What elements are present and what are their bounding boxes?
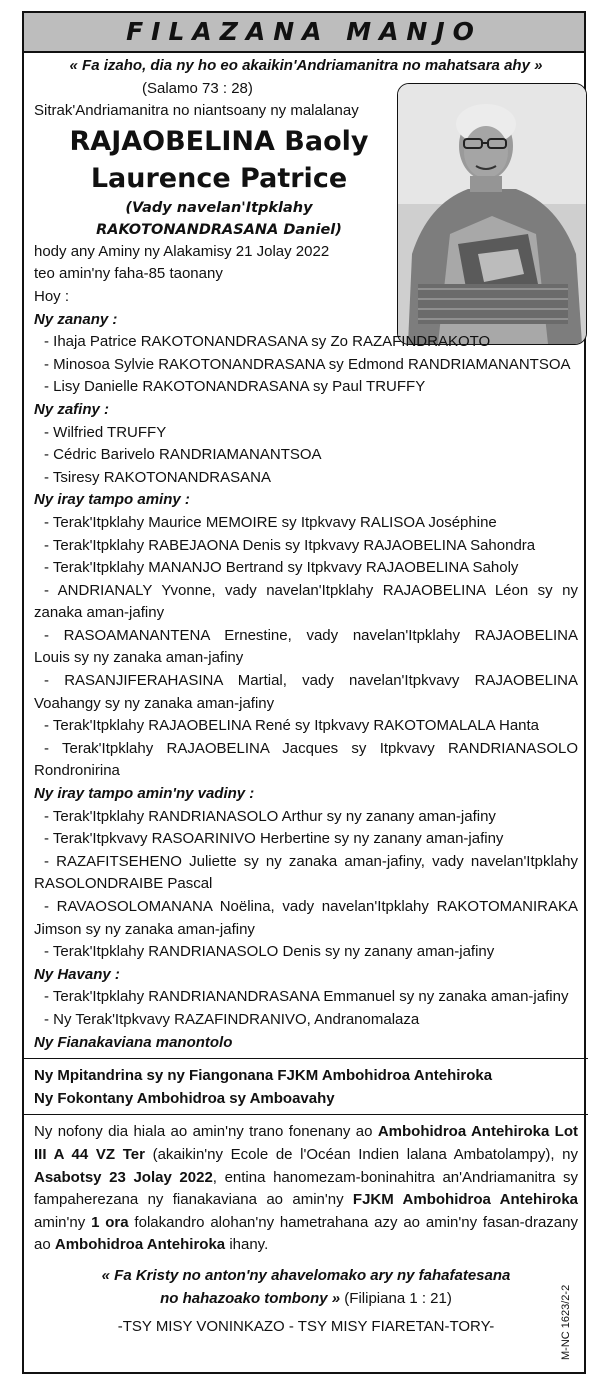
reference-code: M-NC 1623/2-2 [560,1284,572,1360]
list-item: - Terak'Itpklahy RANDRIANASOLO Denis sy ny zanany aman-jafiny [44,943,495,961]
opening-quote: « Fa izaho, dia ny ho eo akaikin'Andriamanitra no mahatsara ahy » [69,57,543,74]
age-line: teo amin'ny faha-85 taonany [34,265,223,283]
list-item-line1: - RAVAOSOLOMANANA Noëlina, vady navelan'Itpklahy RAKOTOMANIRAKA [44,898,578,915]
text-span: fampaherezana ny fianakaviana ao amin'ny [34,1191,353,1209]
widow-of-line1: (Vady navelan'Itpklahy [125,199,313,216]
section-title-tampo-vadiny: Ny iray tampo amin'ny vadiny : [34,785,255,803]
closing-quote-line2 [34,1288,578,1311]
text-span: Asabotsy 23 Jolay 2022 [34,1168,213,1186]
list-item-line2: RASOLONDRAIBE Pascal [34,875,213,893]
paragraph-line [34,1121,578,1144]
notice-frame [22,11,586,1374]
list-item [34,580,578,625]
list-item-line2: Voahangy sy ny zanaka aman-jafiny [34,694,275,712]
text-span: amin'ny [34,1213,92,1231]
paragraph-line [34,1144,578,1167]
widow-of-line2: RAKOTONANDRASANA Daniel) [96,221,342,238]
list-item: - Tsiresy RAKOTONANDRASANA [44,468,271,486]
closing-quote-reference: (Filipiana 1 : 21) [340,1289,452,1307]
text-span: ao [34,1236,55,1254]
list-item: - Lisy Danielle RAKOTONANDRASANA sy Paul TRUFFY [44,378,426,396]
list-item-line1: - RAZAFITSEHENO Juliette sy ny zanaka aman-jafiny, vady navelan'Itpklahy [44,852,578,870]
deceased-name-line1: RAJAOBELINA Baoly [69,125,369,157]
paragraph-line [34,1234,578,1257]
list-item: - Terak'Itpkvavy RASOARINIVO Herbertine sy ny zanany aman-jafiny [44,830,504,848]
funeral-paragraph [34,1121,578,1257]
list-item [34,738,578,783]
closing-quote-line1: « Fa Kristy no anton'ny ahavelomako ary ny fahafatesana [101,1266,511,1284]
divider [24,1114,588,1115]
list-item: - Ny Terak'Itpkvavy RAZAFINDRANIVO, Andranomalaza [44,1010,420,1028]
list-item [34,851,578,896]
paragraph-line [34,1167,578,1190]
text-span: 1 ora [91,1213,129,1231]
list-item-line1: - Terak'Itpklahy RAJAOBELINA Jacques sy Itpkvavy RANDRIANASOLO [44,739,578,757]
paragraph-line [34,1189,578,1212]
church-line2: Ny Fokontany Ambohidroa sy Amboavahy [34,1089,335,1107]
list-item: - Terak'Itpklahy RAJAOBELINA René sy Itpkvavy RAKOTOMALALA Hanta [44,717,540,735]
header-bar [24,13,584,53]
paragraph-line [34,1212,578,1235]
text-span: , entina hanomezam-boninahitra an'Andriamanitra sy [212,1168,578,1186]
list-item-line2: zanaka aman-jafiny [34,604,165,622]
list-item [34,670,578,715]
list-item: - Terak'Itpklahy MANANJO Bertrand sy Itpkvavy RAJAOBELINA Saholy [44,559,519,577]
list-item-line2: Rondronirina [34,762,120,780]
list-item: - Wilfried TRUFFY [44,423,167,441]
deceased-name-line2: Laurence Patrice [90,162,348,194]
list-item-line1: - ANDRIANALY Yvonne, vady navelan'Itpklahy RAJAOBELINA Léon sy ny [44,581,578,599]
text-span: Ambohidroa Antehiroka [54,1236,226,1254]
notice-body [34,55,578,1339]
list-item-line2: Louis sy ny zanaka aman-jafiny [34,649,244,667]
opening-quote-reference: (Salamo 73 : 28) [142,79,253,97]
church-line1: Ny Mpitandrina sy ny Fiangonana FJKM Ambohidroa Antehiroka [34,1067,493,1085]
list-item: - Terak'Itpklahy RANDRIANASOLO Arthur sy ny zanany aman-jafiny [44,807,496,825]
list-item-line1: - RASANJIFERAHASINA Martial, vady navelan'Itpkvavy RAJAOBELINA [44,672,578,690]
list-item: - Terak'Itpklahy RABEJAONA Denis sy Itpkvavy RAJAOBELINA Sahondra [44,536,536,554]
list-item [34,896,578,941]
text-span: (akaikin'ny Ecole de l'Océan Indien lalana Ambatolampy), ny [144,1145,578,1163]
text-span: III A 44 VZ Ter [34,1145,145,1163]
list-item: - Cédric Barivelo RANDRIAMANANTSOA [44,446,322,464]
divider [24,1058,588,1059]
section-title-tampo-aminy: Ny iray tampo aminy : [34,491,190,509]
list-item [34,625,578,670]
text-span: folakandro alohan'ny hametrahana azy ao amin'ny fasan-drazany [128,1213,578,1231]
section-title-zanany: Ny zanany : [34,310,118,328]
text-span: FJKM Ambohidroa Antehiroka [352,1191,578,1209]
footer-note: -TSY MISY VONINKAZO - TSY MISY FIARETAN-TORY- [117,1318,495,1336]
list-item: - Terak'Itpklahy RANDRIANANDRASANA Emmanuel sy ny zanaka aman-jafiny [44,988,569,1006]
list-item: - Ihaja Patrice RAKOTONANDRASANA sy Zo RAZAFINDRAKOTO [44,333,491,351]
list-item-line1: - RASOAMANANTENA Ernestine, vady navelan'Itpklahy RAJAOBELINA [44,626,578,644]
text-span: Ny nofony dia hiala ao amin'ny trano fonenany ao [34,1123,378,1141]
text-span: Ambohidroa Antehiroka Lot [377,1123,578,1141]
text-span: ihany. [225,1236,269,1254]
reference-code-wrap [560,1284,600,1372]
list-item-line2: Jimson sy ny zanaka aman-jafiny [34,920,255,938]
list-item: - Minosoa Sylvie RAKOTONANDRASANA sy Edmond RANDRIAMANANTSOA [44,355,571,373]
section-title-havany: Ny Havany : [34,965,120,983]
list-item: - Terak'Itpklahy Maurice MEMOIRE sy Itpkvavy RALISOA Joséphine [44,513,497,531]
text-span: no hahazoako tombony » [160,1289,341,1307]
lead-line: Sitrak'Andriamanitra no niantsoany ny malalanay [34,102,359,120]
section-title-fianakaviana: Ny Fianakaviana manontolo [34,1033,233,1051]
hoy-line: Hoy : [34,287,70,305]
death-date-line: hody any Aminy ny Alakamisy 21 Jolay 2022 [34,242,330,260]
section-title-zafiny: Ny zafiny : [34,400,110,418]
notice-title: FILAZANA MANJO [126,17,482,46]
